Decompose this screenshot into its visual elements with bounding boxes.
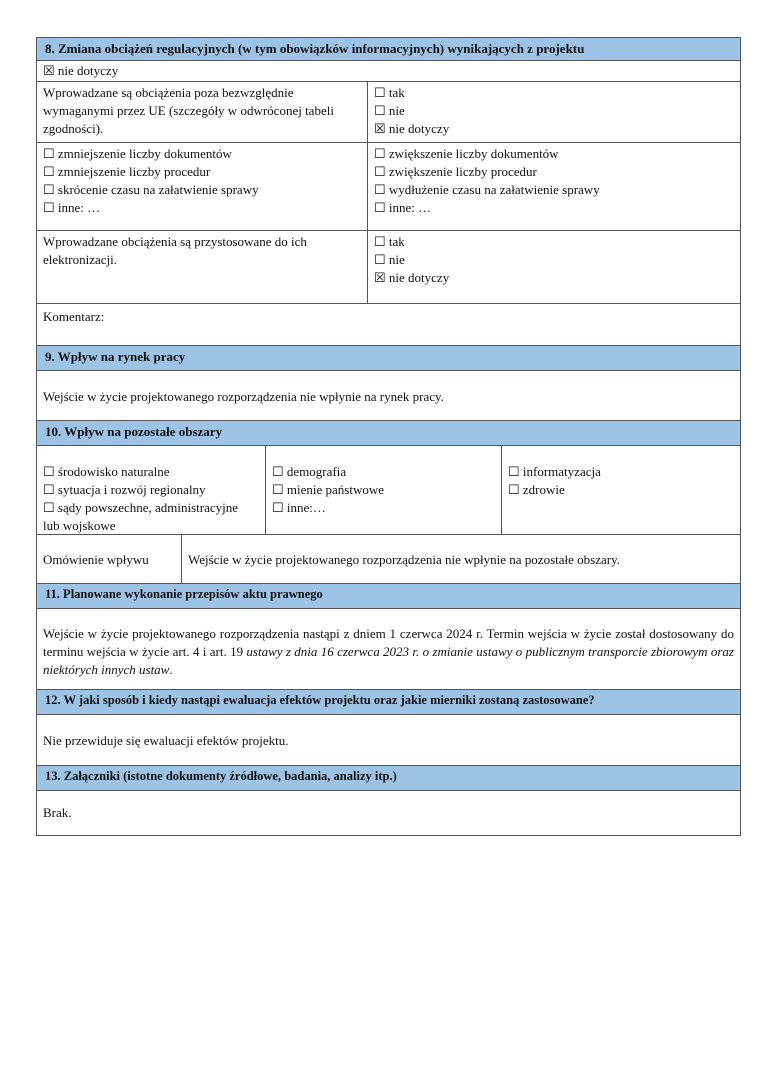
s10-courts-label-cont: lub wojskowe — [43, 518, 116, 533]
s8-comment-row — [36, 304, 741, 346]
s8-shorten-time-checkbox[interactable]: ☐ skrócenie czasu na załatwienie sprawy — [43, 182, 259, 197]
s8-comment-label: Komentarz: — [43, 309, 105, 324]
section-11-header — [36, 584, 741, 609]
s10-environment-checkbox[interactable]: ☐ środowisko naturalne — [43, 464, 170, 479]
s8-decrease-documents-checkbox[interactable]: ☐ zmniejszenie liczby dokumentów — [43, 146, 232, 161]
s8-q2-nie-dotyczy-checkbox[interactable]: ☒ nie dotyczy — [374, 270, 450, 285]
s8-increase-procedures-checkbox[interactable]: ☐ zwiększenie liczby procedur — [374, 164, 537, 179]
section-13-title: 13. Załączniki (istotne dokumenty źródłowe, badania, analizy itp.) — [45, 769, 397, 783]
section-13-header — [36, 766, 741, 791]
section-8-title: 8. Zmiana obciążeń regulacyjnych (w tym obowiązków informacyjnych) wynikających z projektu — [45, 41, 585, 56]
s8-q2-nie-checkbox[interactable]: ☐ nie — [374, 252, 405, 267]
s9-content — [36, 371, 741, 421]
s8-increase-documents-checkbox[interactable]: ☐ zwiększenie liczby dokumentów — [374, 146, 559, 161]
section-10-title: 10. Wpływ na pozostałe obszary — [45, 424, 223, 439]
s8-increase-other-checkbox[interactable]: ☐ inne: … — [374, 200, 432, 215]
section-11-title: 11. Planowane wykonanie przepisów aktu prawnego — [45, 587, 323, 601]
s10-health-checkbox[interactable]: ☐ zdrowie — [508, 482, 565, 497]
s8-lengthen-time-checkbox[interactable]: ☐ wydłużenie czasu na załatwienie sprawy — [374, 182, 600, 197]
s10-areas-col1 — [37, 461, 265, 537]
s10-areas-col3 — [502, 461, 740, 501]
s8-q2-tak-checkbox[interactable]: ☐ tak — [374, 234, 405, 249]
s8-question1-row — [36, 82, 741, 143]
s8-decrease-other-checkbox[interactable]: ☐ inne: … — [43, 200, 101, 215]
s8-question1-options — [368, 82, 740, 140]
section-12-header — [36, 690, 741, 715]
s8-decrease-options — [37, 143, 367, 219]
s10-discussion-text: Wejście w życie projektowanego rozporządzenia nie wpłynie na pozostałe obszary. — [188, 552, 620, 567]
section-12-title: 12. W jaki sposób i kiedy nastąpi ewaluacja efektów projektu oraz jakie mierniki zostaną zastosowane? — [45, 693, 595, 707]
s8-question2-row — [36, 231, 741, 304]
s12-content — [36, 715, 741, 766]
s8-not-applicable-checkbox[interactable]: ☒ nie dotyczy — [43, 63, 119, 78]
s8-decrease-procedures-checkbox[interactable]: ☐ zmniejszenie liczby procedur — [43, 164, 211, 179]
s11-text: Wejście w życie projektowanego rozporządzenia nastąpi z dniem 1 czerwca 2024 r. Termin wejścia w życie został dostosowany do terminu wejścia w życie art. 4 i art. 19 ustawy z dnia 16 czerwca 2023 r. o zmianie ustawy o publicznym transporcie zbiorowym oraz niektórych innych ustaw. — [43, 626, 734, 677]
section-8-header — [36, 37, 741, 61]
s8-increase-options — [368, 143, 740, 219]
s10-regional-checkbox[interactable]: ☐ sytuacja i rozwój regionalny — [43, 482, 206, 497]
s8-q1-tak-checkbox[interactable]: ☐ tak — [374, 85, 405, 100]
s8-question2-options — [368, 231, 740, 289]
s8-changes-row — [36, 143, 741, 231]
s10-areas-col2 — [266, 461, 501, 519]
s10-discussion-row — [36, 535, 741, 584]
s10-demography-checkbox[interactable]: ☐ demografia — [272, 464, 347, 479]
s11-act-reference: ustawy z dnia 16 czerwca 2023 r. o zmianie ustawy o publicznym transporcie zbiorowym oraz niektórych innych ustaw — [43, 644, 734, 677]
s8-question2-text: Wprowadzane obciążenia są przystosowane do ich elektronizacji. — [43, 234, 307, 267]
s8-q1-nie-checkbox[interactable]: ☐ nie — [374, 103, 405, 118]
s13-text: Brak. — [43, 805, 72, 820]
section-9-title: 9. Wpływ na rynek pracy — [45, 349, 186, 364]
section-10-header — [36, 421, 741, 446]
section-9-header — [36, 346, 741, 371]
s10-state-property-checkbox[interactable]: ☐ mienie państwowe — [272, 482, 385, 497]
s8-q1-nie-dotyczy-checkbox[interactable]: ☒ nie dotyczy — [374, 121, 450, 136]
s10-courts-checkbox[interactable]: ☐ sądy powszechne, administracyjne — [43, 500, 239, 515]
s13-content — [36, 791, 741, 836]
s12-text: Nie przewiduje się ewaluacji efektów projektu. — [43, 733, 289, 748]
s10-discussion-label: Omówienie wpływu — [43, 552, 149, 567]
s10-other-checkbox[interactable]: ☐ inne:… — [272, 500, 326, 515]
s10-it-checkbox[interactable]: ☐ informatyzacja — [508, 464, 601, 479]
s11-content — [36, 609, 741, 690]
s10-areas-row — [36, 446, 741, 535]
s9-text: Wejście w życie projektowanego rozporządzenia nie wpłynie na rynek pracy. — [43, 389, 444, 404]
s8-not-applicable-row — [36, 61, 741, 82]
s8-question1-text: Wprowadzane są obciążenia poza bezwzględnie wymaganymi przez UE (szczegóły w odwróconej tabeli zgodności). — [43, 85, 334, 136]
